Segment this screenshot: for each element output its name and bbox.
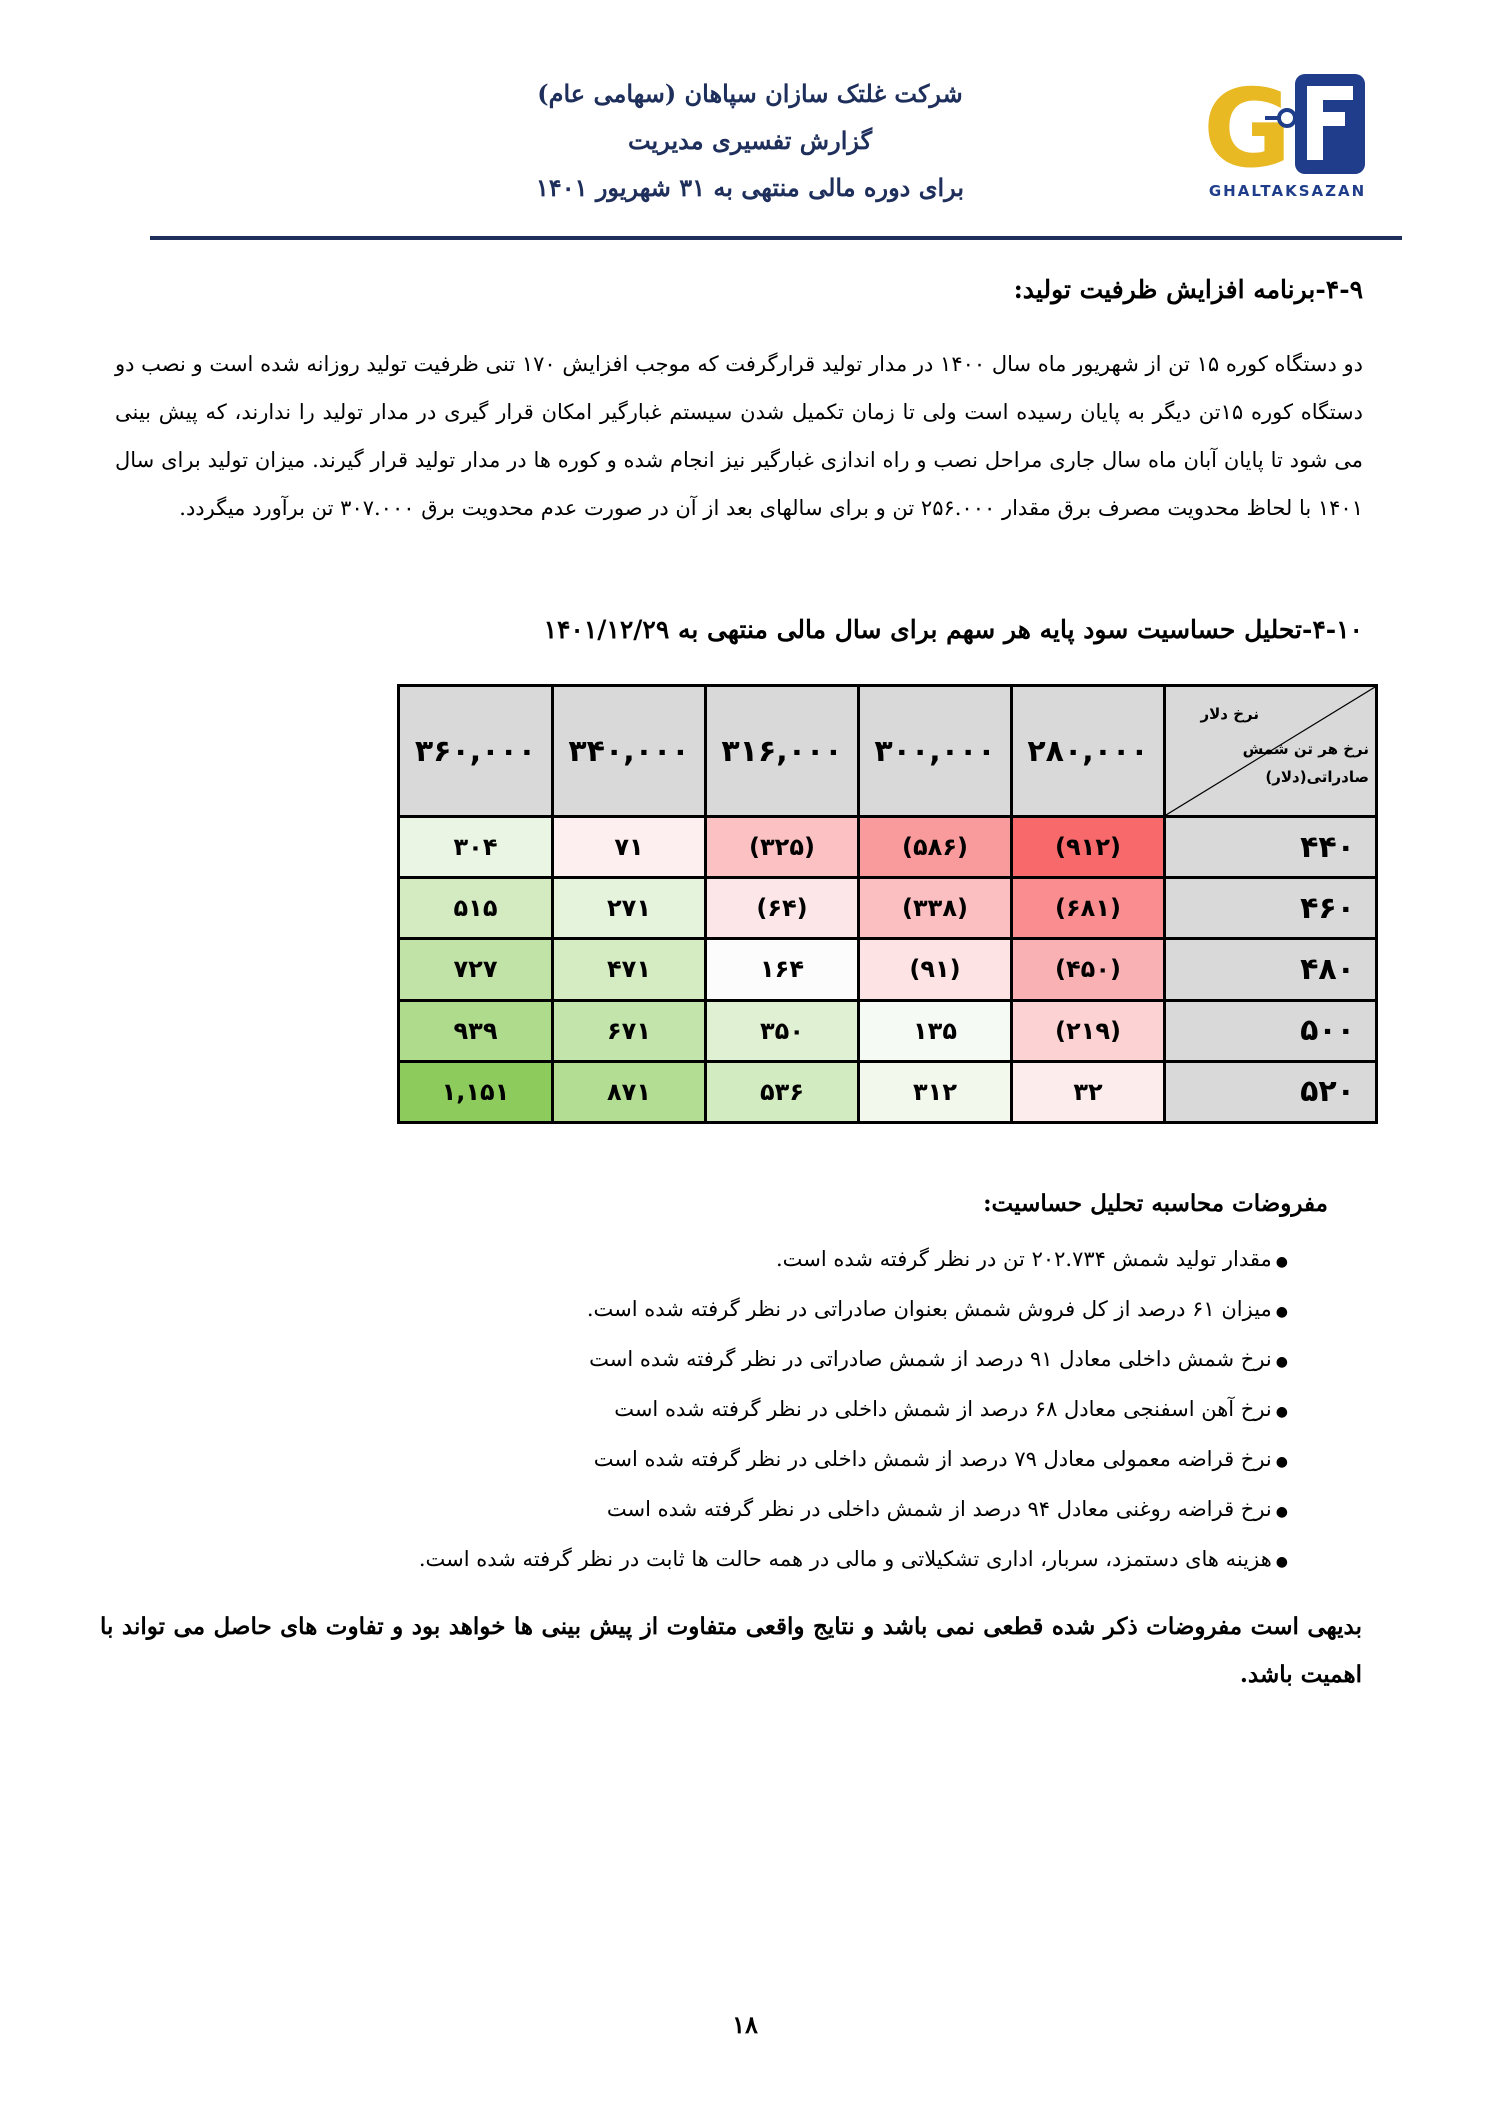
section-title-sensitivity: ۴-۱۰-تحلیل حساسیت سود پایه هر سهم برای سال مالی منتهی به ۱۴۰۱/۱۲/۲۹	[543, 615, 1363, 644]
table-cell: ۱۳۵	[859, 1000, 1012, 1061]
row-header: ۴۴۰	[1165, 817, 1377, 878]
header-divider	[150, 236, 1402, 240]
table-cell: ۳۵۰	[706, 1000, 859, 1061]
table-row	[399, 939, 1377, 1000]
table-row	[399, 878, 1377, 939]
list-item: ● نرخ شمش داخلی معادل ۹۱ درصد از شمش صادراتی در نظر گرفته شده است	[419, 1336, 1288, 1386]
table-cell: ۲۷۱	[553, 878, 706, 939]
assumptions-title: مفروضات محاسبه تحلیل حساسیت:	[983, 1190, 1328, 1217]
table-corner-cell	[1165, 686, 1377, 817]
table-cell: (۹۱)	[859, 939, 1012, 1000]
column-header: ۳۱۶,۰۰۰	[706, 686, 859, 817]
table-row	[399, 1000, 1377, 1061]
row-header: ۴۶۰	[1165, 878, 1377, 939]
column-header: ۲۸۰,۰۰۰	[1012, 686, 1165, 817]
report-title: گزارش تفسیری مدیریت	[627, 126, 873, 155]
row-header: ۴۸۰	[1165, 939, 1377, 1000]
table-cell: ۱,۱۵۱	[399, 1061, 553, 1122]
list-item: ● هزینه های دستمزد، سربار، اداری تشکیلاتی و مالی در همه حالت ها ثابت در نظر گرفته شده است.	[419, 1536, 1288, 1586]
table-cell: (۴۵۰)	[1012, 939, 1165, 1000]
column-header: ۳۴۰,۰۰۰	[553, 686, 706, 817]
report-period: برای دوره مالی منتهی به ۳۱ شهریور ۱۴۰۱	[535, 173, 965, 202]
table-cell: ۴۷۱	[553, 939, 706, 1000]
table-header-row	[399, 686, 1377, 817]
table-cell: (۶۴)	[706, 878, 859, 939]
corner-label-line1: نرخ هر تن شمش	[1242, 740, 1369, 758]
sensitivity-table	[397, 684, 1378, 1124]
list-item: ● نرخ قراضه روغنی معادل ۹۴ درصد از شمش داخلی در نظر گرفته شده است	[419, 1486, 1288, 1536]
table-cell: (۵۸۶)	[859, 817, 1012, 878]
table-cell: (۳۳۸)	[859, 878, 1012, 939]
table-cell: (۲۱۹)	[1012, 1000, 1165, 1061]
capacity-paragraph: دو دستگاه کوره ۱۵ تن از شهریور ماه سال ۱۴۰۰ در مدار تولید قرارگرفت که موجب افزایش ۱۷۰ تنی ظرفیت تولید روزانه شده است و نصب دو دستگاه کوره ۱۵تن دیگر به پایان رسیده است ولی تا زمان تکمیل شدن سیستم غبارگیر امکان قرار گیری در مدار تولید را ندارند، که پیش بینی می شود تا پایان آبان ماه سال جاری مراحل نصب و راه اندازی غبارگیر نیز انجام شده و کوره ها در مدار تولید قرار گیرند. میزان تولید برای سال ۱۴۰۱ با لحاظ محدویت مصرف برق مقدار ۲۵۶.۰۰۰ تن و برای سالهای بعد از آن در صورت عدم محدویت برق ۳۰۷.۰۰۰ تن برآورد میگردد.	[115, 352, 1364, 520]
table-cell: ۱۶۴	[706, 939, 859, 1000]
logo-caption: GHALTAKSAZAN	[1208, 182, 1367, 200]
list-item: ● نرخ قراضه معمولی معادل ۷۹ درصد از شمش داخلی در نظر گرفته شده است	[419, 1436, 1288, 1486]
column-header: ۳۶۰,۰۰۰	[399, 686, 553, 817]
table-cell: (۳۲۵)	[706, 817, 859, 878]
table-cell: ۷۱	[553, 817, 706, 878]
table-cell: ۷۲۷	[399, 939, 553, 1000]
company-name: شرکت غلتک سازان سپاهان (سهامی عام)	[537, 79, 963, 108]
table-cell: (۶۸۱)	[1012, 878, 1165, 939]
list-item: ● مقدار تولید شمش ۲۰۲.۷۳۴ تن در نظر گرفته شده است.	[419, 1236, 1288, 1286]
table-cell: ۵۱۵	[399, 878, 553, 939]
closing-statement: بدیهی است مفروضات ذکر شده قطعی نمی باشد و نتایج واقعی متفاوت از پیش بینی ها خواهد بود و تفاوت های حاصل می تواند با اهمیت باشد.	[100, 1613, 1362, 1688]
table-cell: ۹۳۹	[399, 1000, 553, 1061]
page-number: ۱۸	[732, 2010, 758, 2039]
table-cell: ۳۰۴	[399, 817, 553, 878]
corner-label-line2: صادراتی(دلار)	[1265, 768, 1369, 786]
logo-icon	[1195, 66, 1380, 186]
list-item: ● میزان ۶۱ درصد از کل فروش شمش بعنوان صادراتی در نظر گرفته شده است.	[419, 1286, 1288, 1336]
table-cell: (۹۱۲)	[1012, 817, 1165, 878]
table-cell: ۳۲	[1012, 1061, 1165, 1122]
column-header: ۳۰۰,۰۰۰	[859, 686, 1012, 817]
assumptions-list	[419, 1236, 1288, 1586]
table-row	[399, 817, 1377, 878]
corner-label-billet-rate	[1243, 735, 1369, 791]
logo-letter: G	[1203, 67, 1292, 186]
row-header: ۵۲۰	[1165, 1061, 1377, 1122]
table-cell: ۶۷۱	[553, 1000, 706, 1061]
row-header: ۵۰۰	[1165, 1000, 1377, 1061]
corner-label-dollar-rate: نرخ دلار	[1200, 705, 1259, 723]
table-cell: ۸۷۱	[553, 1061, 706, 1122]
report-header	[450, 70, 1050, 211]
table-row	[399, 1061, 1377, 1122]
table-cell: ۵۳۶	[706, 1061, 859, 1122]
table-cell: ۳۱۲	[859, 1061, 1012, 1122]
section-title-capacity: ۴-۹-برنامه افزایش ظرفیت تولید:	[1013, 275, 1363, 304]
list-item: ● نرخ آهن اسفنجی معادل ۶۸ درصد از شمش داخلی در نظر گرفته شده است	[419, 1386, 1288, 1436]
